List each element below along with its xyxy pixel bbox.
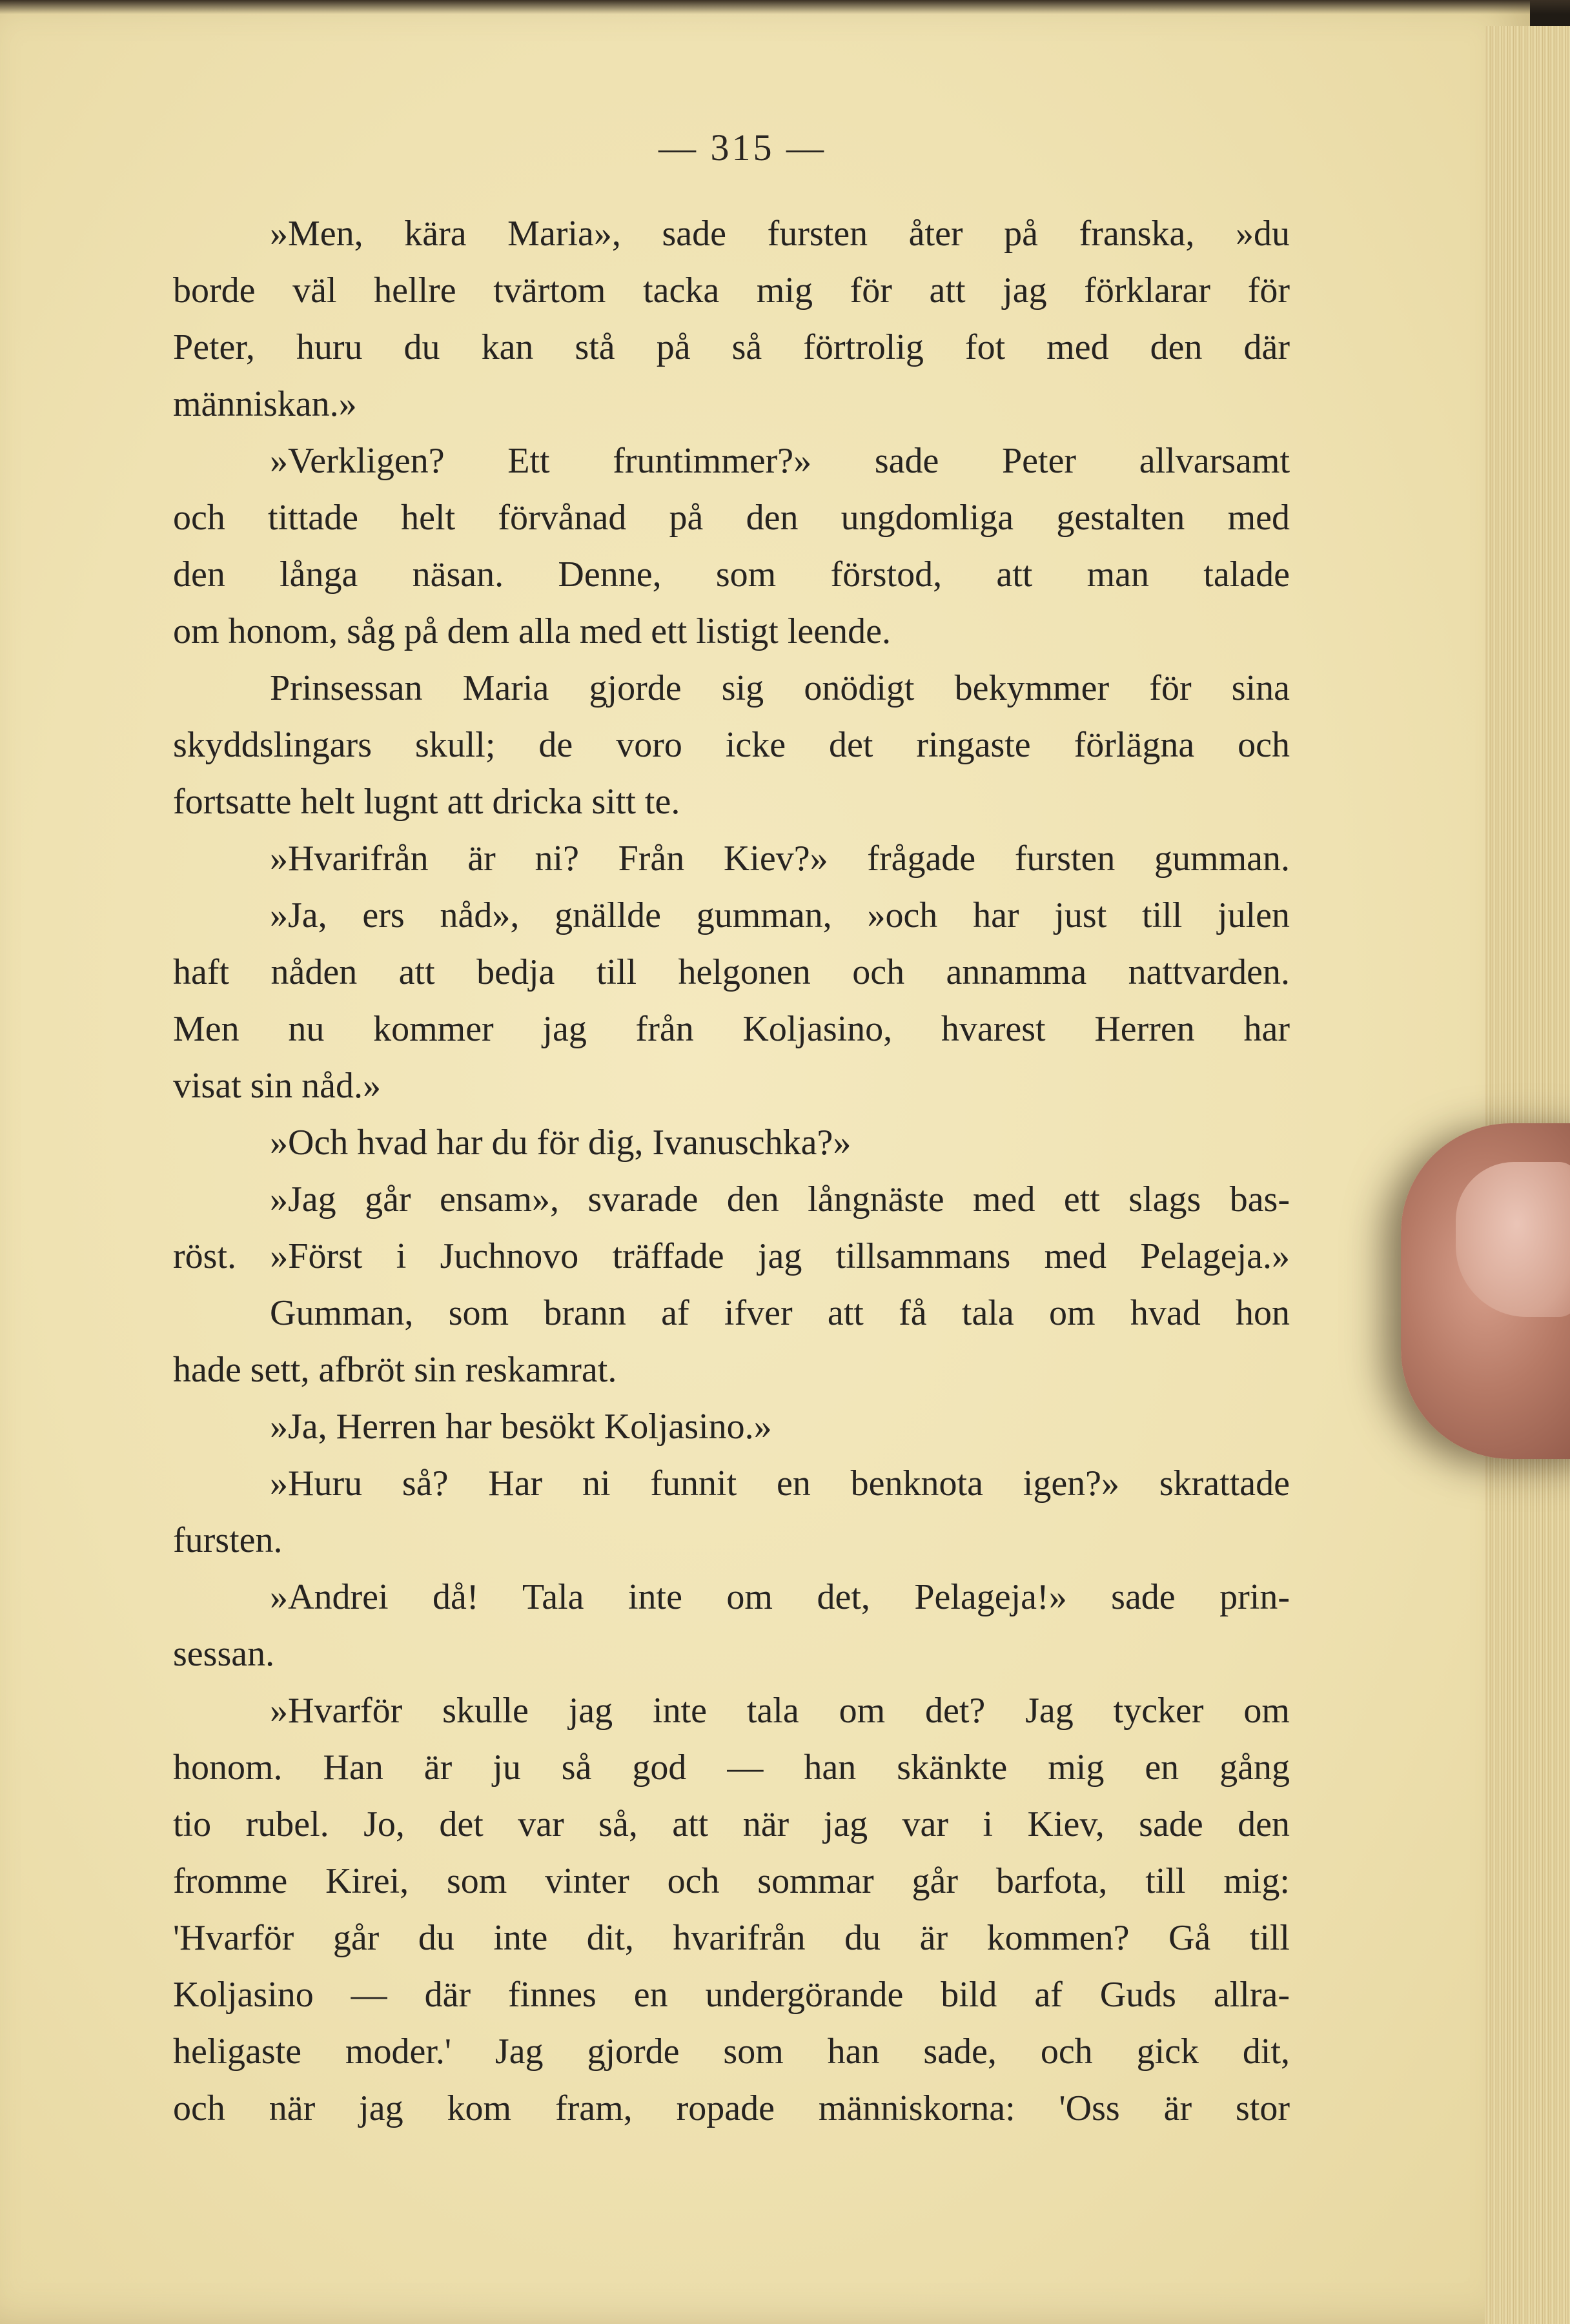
text-line: 'Hvarför går du inte dit, hvarifrån du är kommen? Gå till: [173, 1918, 1290, 1958]
text-line: heligaste moder.' Jag gjorde som han sade, och gick dit,: [173, 2032, 1290, 2072]
text-line: Men nu kommer jag från Koljasino, hvarest Herren har: [173, 1009, 1290, 1049]
text-line: och tittade helt förvånad på den ungdomliga gestalten med: [173, 498, 1290, 538]
text-line: »Hvarifrån är ni? Från Kiev?» frågade fursten gumman.: [270, 839, 1290, 879]
text-line: visat sin nåd.»: [173, 1066, 381, 1106]
text-line: honom. Han är ju så god — han skänkte mig en gång: [173, 1748, 1290, 1788]
text-line: »Jag går ensam», svarade den långnäste med ett slags bas-: [270, 1179, 1290, 1219]
text-line: »Huru så? Har ni funnit en benknota igen?» skrattade: [270, 1463, 1290, 1503]
text-line: den långa näsan. Denne, som förstod, att man talade: [173, 555, 1290, 595]
text-line: Peter, huru du kan stå på så förtrolig fot med den där: [173, 327, 1290, 367]
text-line: »Ja, Herren har besökt Koljasino.»: [270, 1407, 772, 1447]
body-text: [173, 205, 1290, 2137]
text-line: fortsatte helt lugnt att dricka sitt te.: [173, 782, 680, 822]
text-line: »Ja, ers nåd», gnällde gumman, »och har just till julen: [270, 895, 1290, 935]
text-line: Koljasino — där finnes en undergörande bild af Guds allra-: [173, 1975, 1290, 2015]
text-line: hade sett, afbröt sin reskamrat.: [173, 1350, 617, 1390]
text-line: sessan.: [173, 1634, 275, 1674]
text-line: »Hvarför skulle jag inte tala om det? Jag tycker om: [270, 1691, 1290, 1731]
text-line: fromme Kirei, som vinter och sommar går barfota, till mig:: [173, 1861, 1290, 1901]
text-line: »Och hvad har du för dig, Ivanuschka?»: [270, 1123, 851, 1163]
text-line: »Andrei då! Tala inte om det, Pelageja!» sade prin-: [270, 1577, 1290, 1617]
page-number: — 315 —: [658, 127, 826, 168]
text-line: röst. »Först i Juchnovo träffade jag tillsammans med Pelageja.»: [173, 1236, 1290, 1276]
text-line: haft nåden att bedja till helgonen och annamma nattvarden.: [173, 952, 1290, 992]
top-shadow: [0, 0, 1570, 14]
text-line: Gumman, som brann af ifver att få tala om hvad hon: [270, 1293, 1290, 1333]
text-line: skyddslingars skull; de voro icke det ringaste förlägna och: [173, 725, 1290, 765]
text-line: människan.»: [173, 384, 357, 424]
text-line: och när jag kom fram, ropade människorna: 'Oss är stor: [173, 2088, 1290, 2128]
text-line: om honom, såg på dem alla med ett listigt leende.: [173, 611, 891, 651]
text-line: »Men, kära Maria», sade fursten åter på franska, »du: [270, 214, 1290, 254]
text-line: tio rubel. Jo, det var så, att när jag var i Kiev, sade den: [173, 1804, 1290, 1844]
text-line: fursten.: [173, 1520, 283, 1560]
text-line: »Verkligen? Ett fruntimmer?» sade Peter allvarsamt: [270, 441, 1290, 481]
text-line: Prinsessan Maria gjorde sig onödigt bekymmer för sina: [270, 668, 1290, 708]
text-line: borde väl hellre tvärtom tacka mig för att jag förklarar för: [173, 270, 1290, 311]
